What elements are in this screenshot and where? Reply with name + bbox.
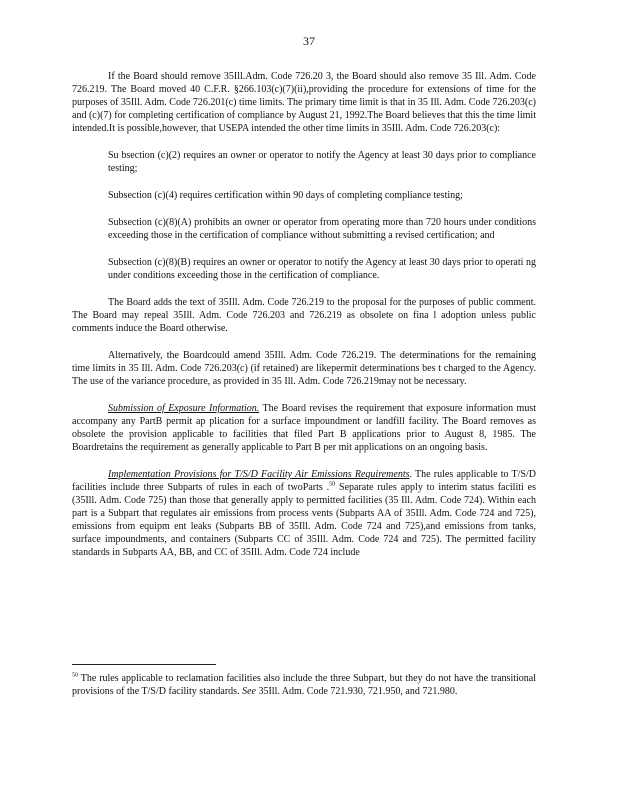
subsection-c8a: Subsection (c)(8)(A) prohibits an owner or operator from operating more than 720 hours under conditions exceeding those in the certification of compliance without submitting a revised certification; and: [108, 217, 536, 241]
footnote-see: See: [242, 686, 256, 697]
paragraph-adds-text: The Board adds the text of 35Ill. Adm. Code 726.219 to the proposal for the purposes of public comment. The Board may repeal 35Ill. Adm. Code 726.203 and 726.219 as obsolete on fina l adoption unless public comments induce the Board otherwise.: [72, 297, 536, 334]
exposure-information-heading: Submission of Exposure Information.: [108, 403, 260, 414]
implementation-provisions-heading: Implementation Provisions for T/S/D Facility Air Emissions Requirements: [108, 469, 410, 480]
subsection-c2: Su bsection (c)(2) requires an owner or operator to notify the Agency at least 30 days prior to compliance testing;: [108, 150, 536, 174]
paragraph-726-219-removal: If the Board should remove 35Ill.Adm. Code 726.20 3, the Board should also remove 35 Ill. Adm. Code 726.219. The Board moved 40 C.F.R. §266.103(c)(7)(ii),providing the procedure for extensions of time for the purposes of 35Ill. Adm. Code 726.201(c) time limits. The primary time limit is that in 35 Ill. Adm. Code 726.203(c) and (c)(7) for completing certification of compliance by August 21, 1992.The Board believes that this the time limit intended.It is possible,however, that USEPA intended the other time limits in 35Ill. Adm. Code 726.203(c):: [72, 71, 536, 134]
paragraph-exposure-information: [72, 402, 536, 454]
paragraph-alternatively: Alternatively, the Boardcould amend 35Ill. Adm. Code 726.219. The determinations for the remaining time limits in 35 Ill. Adm. Code 726.203(c) (if retained) are likepermit determinations bes t charged to the Agency. The use of the variance procedure, as provided in 35 Ill. Adm. Code 726.219may not be necessary.: [72, 350, 536, 387]
subsection-c4: Subsection (c)(4) requires certification within 90 days of completing compliance testing;: [108, 190, 463, 201]
document-body: [72, 70, 536, 573]
footnote-text-b: 35Ill. Adm. Code 721.930, 721.950, and 721.980.: [255, 686, 458, 697]
exposure-information-body: The Board revises the requirement that exposure information must accompany any PartB permit ap plication for a surface impoundment or landfill facility. The Board removes as obsolete the provision applicable to facilities that filed Part B applications prior to August 8, 1985. The Boardretains the requirement as generally applicable to Part B per mit applications on an ongoing basis.: [72, 403, 536, 453]
footnote-50: [72, 672, 536, 698]
implementation-provisions-body-a: . The rules applicable to T/S/D facilities include three Subparts of rules in each of twoParts .: [72, 469, 536, 493]
paragraph-implementation-provisions: [72, 468, 536, 559]
implementation-provisions-body-b: Separate rules apply to interim status faciliti es (35Ill. Adm. Code 725) than those that generally apply to permitted facilities (35 Ill. Adm. Code 724). Within each part is a Subpart that regulates air emissions from process vents (Subparts AA of 35Ill. Adm. Code 724 and 725), emissions from equipm ent leaks (Subparts BB of 35Ill. Adm. Code 724 and 725),and emissions from tanks, surface impoundments, and containers (Subparts CC of 35Ill. Adm. Code 724 and 725). The permitted facility standards in Subparts AA, BB, and CC of 35Ill. Adm. Code 724 include: [72, 482, 536, 558]
page-number: 37: [303, 34, 315, 48]
footnote-divider: [72, 664, 216, 665]
footnote-reference[interactable]: 50: [329, 481, 336, 488]
footnote-number: 50: [72, 672, 78, 679]
subsection-c8b: Subsection (c)(8)(B) requires an owner or operator to notify the Agency at least 30 days prior to operati ng under conditions exceeding those in the certification of compliance.: [108, 257, 536, 281]
footnote-text-a: The rules applicable to reclamation facilities also include the three Subpart, but they do not have the transitional provisions of the T/S/D facility standards.: [72, 673, 536, 697]
